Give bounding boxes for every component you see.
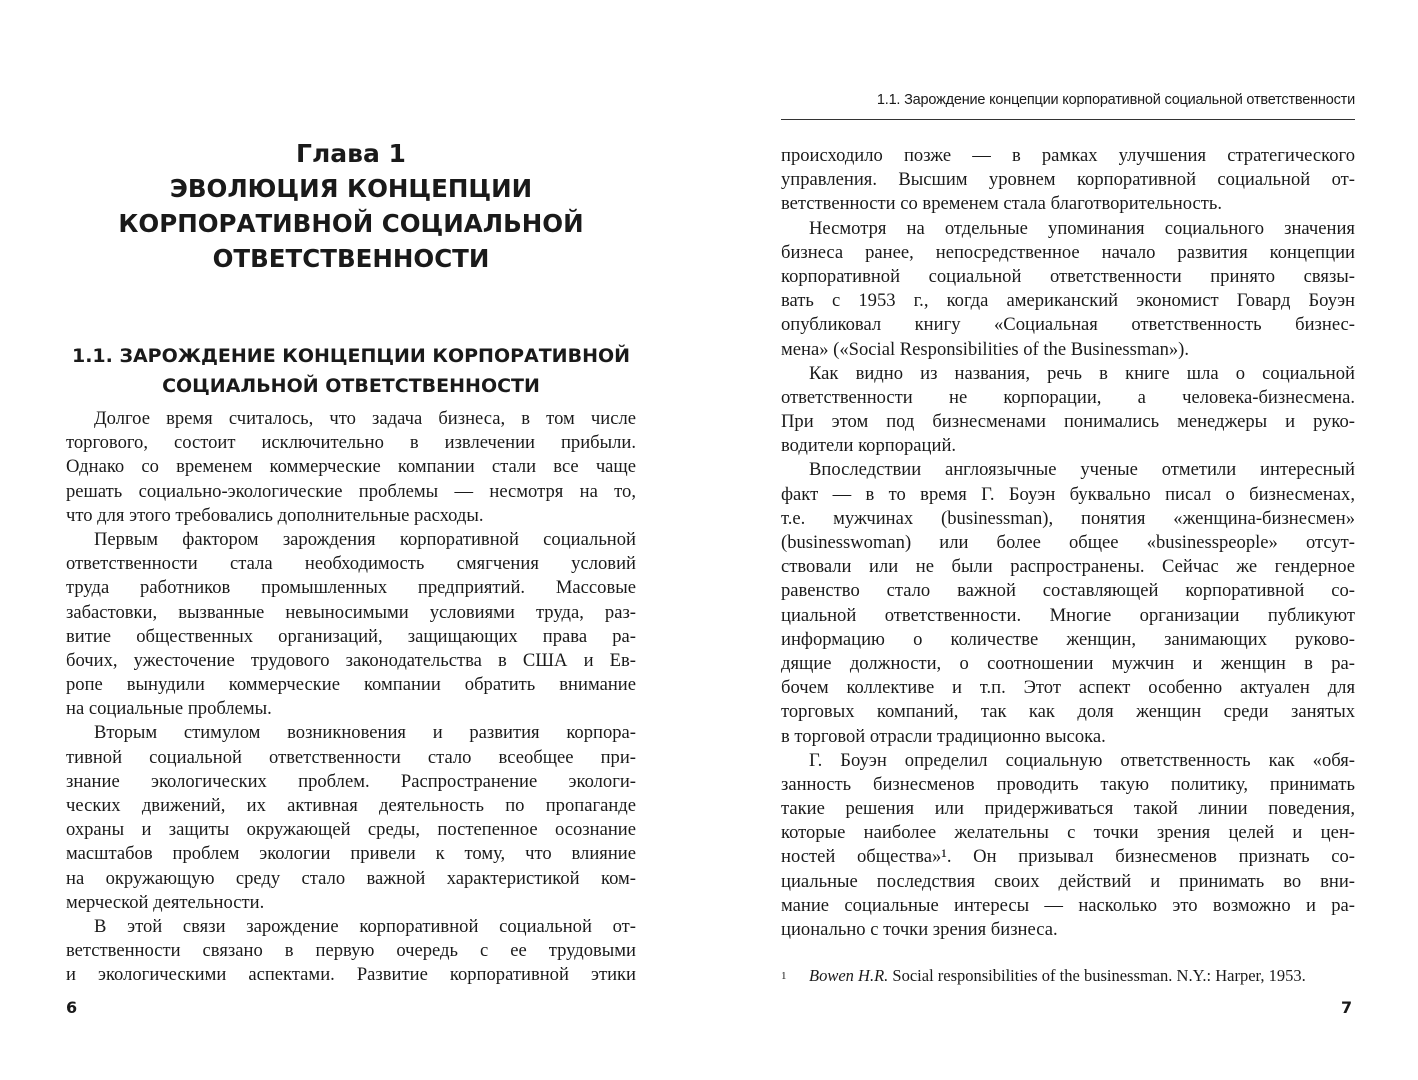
text-line: труда работников промышленных предприятий. Массовые — [66, 577, 636, 599]
text-line: бочих, ужесточение трудового законодательства в США и Ев- — [66, 649, 636, 671]
right-page — [709, 0, 1418, 1080]
chapter-title-line: ЭВОЛЮЦИЯ КОНЦЕПЦИИ — [169, 174, 533, 203]
text-line: водители корпораций. — [781, 435, 957, 457]
text-line: т.е. мужчинах (businessman), понятия «женщина-бизнесмен» — [781, 507, 1355, 529]
text-line: знание экологических проблем. Распространение экологи- — [66, 770, 636, 792]
text-line: бочем коллективе и т.п. Этот аспект особенно актуален для — [781, 677, 1355, 699]
text-line: масштабов проблем экологии привели к тому, что влияние — [66, 843, 636, 865]
footnote-author: Bowen H.R. — [809, 966, 889, 985]
text-line: Г. Боуэн определил социальную ответственность как «обя- — [809, 749, 1355, 771]
text-line: ностей общества»¹. Он призывал бизнесменов признать со- — [781, 846, 1355, 868]
text-line: вать с 1953 г., когда американский экономист Говард Боуэн — [781, 290, 1355, 312]
text-line: Как видно из названия, речь в книге шла о социальной — [809, 362, 1355, 384]
text-line: мена» («Social Responsibilities of the Businessman»). — [781, 338, 1190, 360]
text-line: информацию о количестве женщин, занимающих руково- — [781, 628, 1355, 650]
text-line: тивной социальной ответственности стало всеобщее при- — [66, 746, 636, 768]
page-number: 7 — [1341, 998, 1353, 1017]
text-line: мание социальные интересы — насколько это возможно и ра- — [781, 894, 1355, 916]
text-line: мерческой деятельности. — [66, 891, 265, 913]
text-line: забастовки, вызванные невыносимыми условиями труда, раз- — [66, 601, 636, 623]
text-line: Однако со временем коммерческие компании стали все чаще — [66, 456, 636, 478]
text-line: витие общественных организаций, защищающих права ра- — [66, 625, 636, 647]
text-line: ответственности стала необходимость смягчения условий — [66, 553, 636, 575]
text-line: Первым фактором зарождения корпоративной социальной — [94, 528, 636, 550]
text-line: корпоративной социальной ответственности принято связы- — [781, 265, 1355, 287]
text-line: Вторым стимулом возникновения и развития корпора- — [94, 722, 636, 744]
right-body-text — [781, 144, 1355, 942]
text-line: которые наиболее желательны с точки зрения целей и цен- — [781, 822, 1355, 844]
text-line: что для этого требовались дополнительные расходы. — [66, 504, 484, 526]
text-line: циальной ответственности. Многие организации публикуют — [781, 604, 1355, 626]
chapter-title-line: ОТВЕТСТВЕННОСТИ — [212, 244, 490, 273]
footnote — [781, 965, 1355, 987]
section-title-line: 1.1. ЗАРОЖДЕНИЕ КОНЦЕПЦИИ КОРПОРАТИВНОЙ — [71, 345, 631, 367]
text-line: занность бизнесменов проводить такую политику, принимать — [781, 773, 1355, 795]
text-line: торгового, состоит исключительно в извлечении прибыли. — [66, 432, 636, 454]
text-line: Долгое время считалось, что задача бизнеса, в том числе — [94, 408, 636, 429]
running-head: 1.1. Зарождение концепции корпоративной социальной ответственности — [781, 89, 1355, 120]
footnote-mark: 1 — [781, 970, 787, 982]
section-heading — [66, 341, 636, 401]
text-line: ствовали или не были распространены. Сейчас же гендерное — [781, 556, 1355, 578]
text-line: равенство стало важной составляющей корпоративной со- — [781, 580, 1355, 602]
section-title-line: СОЦИАЛЬНОЙ ОТВЕТСТВЕННОСТИ — [162, 375, 540, 397]
page-number: 6 — [66, 998, 78, 1017]
text-line: дящие должности, о соотношении мужчин и женщин в ра- — [781, 652, 1355, 674]
text-line: циальные последствия своих действий и принимать во вни- — [781, 870, 1355, 892]
text-line: факт — в то время Г. Боуэн буквально писал о бизнесменах, — [781, 483, 1355, 505]
text-line: ветственности связано в первую очередь с ее трудовыми — [66, 940, 636, 962]
text-line: в торговой отрасли традиционно высока. — [781, 725, 1106, 747]
text-line: ческих движений, их активная деятельность по пропаганде — [66, 795, 636, 816]
text-line: происходило позже — в рамках улучшения стратегического — [781, 145, 1355, 166]
chapter-label: Глава 1 — [296, 139, 406, 168]
text-line: охраны и защиты окружающей среды, постепенное осознание — [66, 819, 636, 841]
text-line: торговых компаний, так как доля женщин среди занятых — [781, 701, 1355, 723]
text-line: опубликовал книгу «Социальная ответственность бизнес- — [781, 314, 1355, 336]
text-line: В этой связи зарождение корпоративной социальной от- — [94, 915, 636, 937]
footnote-text: Social responsibilities of the businessman. N.Y.: Harper, 1953. — [892, 966, 1306, 985]
chapter-title-line: КОРПОРАТИВНОЙ СОЦИАЛЬНОЙ — [118, 209, 584, 238]
text-line: ционально с точки зрения бизнеса. — [781, 919, 1058, 940]
text-line: управления. Высшим уровнем корпоративной социальной от- — [781, 169, 1355, 191]
left-body-text — [66, 407, 636, 988]
text-line: ветственности со временем стала благотворительность. — [781, 193, 1223, 215]
text-line: бизнеса ранее, непосредственное начало развития концепции — [781, 241, 1355, 263]
text-line: Впоследствии англоязычные ученые отметили интересный — [809, 459, 1355, 481]
text-line: ответственности не корпорации, а человека-бизнесмена. — [781, 386, 1355, 408]
text-line: и экологическими аспектами. Развитие корпоративной этики — [66, 964, 636, 986]
text-line: такие решения или придерживаться такой линии поведения, — [781, 798, 1355, 820]
text-line: решать социально-экологические проблемы — несмотря на то, — [66, 480, 636, 502]
text-line: Несмотря на отдельные упоминания социального значения — [809, 217, 1355, 239]
text-line: При этом под бизнесменами понимались менеджеры и руко- — [781, 411, 1355, 433]
text-line: на окружающую среду стало важной характеристикой ком- — [66, 867, 636, 889]
text-line: (businesswoman) или более общее «businesspeople» отсут- — [781, 532, 1355, 553]
text-line: на социальные проблемы. — [66, 698, 272, 720]
text-line: ропе вынудили коммерческие компании обратить внимание — [66, 674, 636, 696]
chapter-heading — [66, 136, 636, 276]
